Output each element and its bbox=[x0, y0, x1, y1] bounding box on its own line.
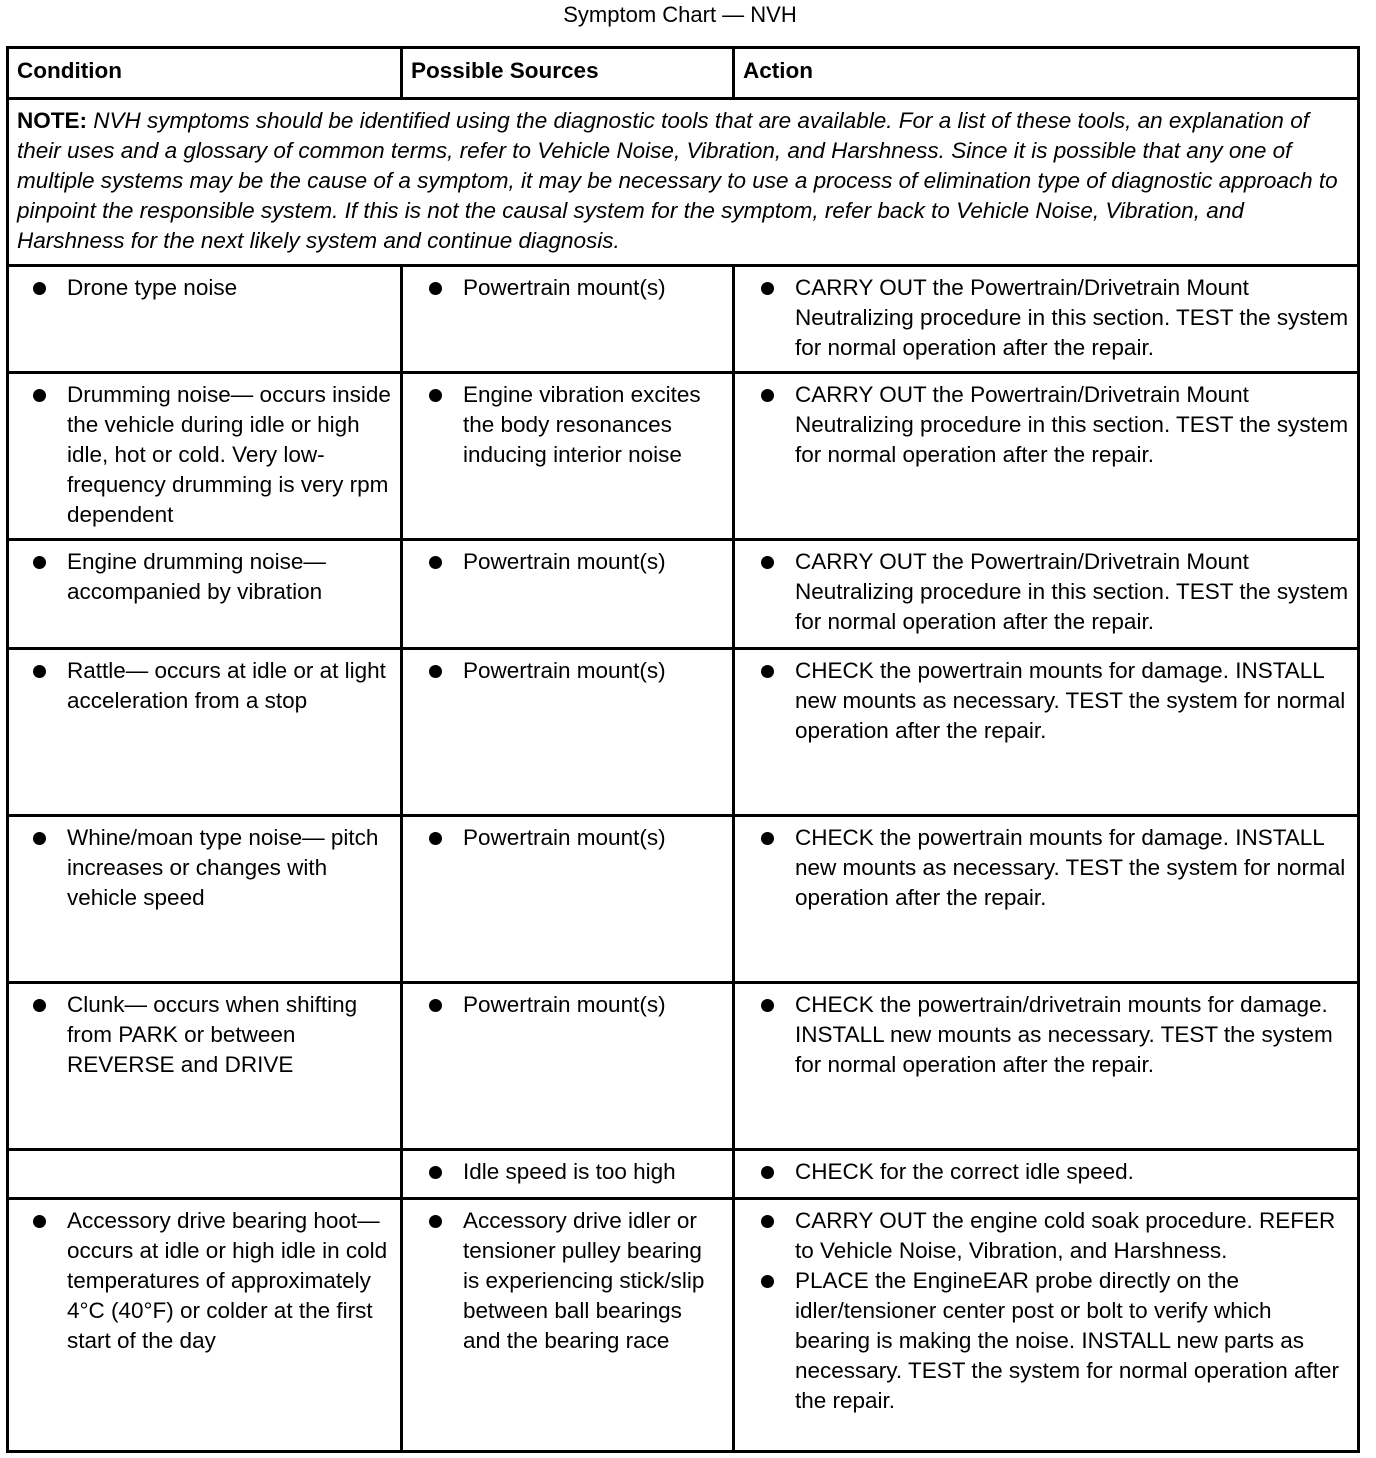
source-item: Powertrain mount(s) bbox=[411, 656, 724, 686]
condition-item: Drone type noise bbox=[17, 273, 392, 303]
table-row bbox=[8, 1150, 1359, 1199]
action-cell bbox=[734, 540, 1359, 649]
condition-cell bbox=[8, 373, 402, 540]
source-cell bbox=[402, 1199, 734, 1452]
header-action: Action bbox=[734, 48, 1359, 99]
source-item: Powertrain mount(s) bbox=[411, 547, 724, 577]
action-item: CHECK the powertrain mounts for damage. INSTALL new mounts as necessary. TEST the system for normal operation after the repair. bbox=[743, 656, 1349, 746]
source-item: Engine vibration excites the body resonances inducing interior noise bbox=[411, 380, 724, 470]
condition-cell-empty bbox=[8, 1150, 402, 1199]
note-text: NVH symptoms should be identified using the diagnostic tools that are available. For a list of these tools, an explanation of their uses and a glossary of common terms, refer to Vehicle Noise, Vibration, and Harshness. Since it is possible that any one of multiple systems may be the cause of a symptom, it may be necessary to use a process of elimination type of diagnostic approach to pinpoint the responsible system. If this is not the causal system for the symptom, refer back to Vehicle Noise, Vibration, and Harshness for the next likely system and continue diagnosis. bbox=[17, 108, 1338, 253]
source-cell bbox=[402, 649, 734, 816]
header-row bbox=[8, 48, 1359, 99]
source-item: Accessory drive idler or tensioner pulley bearing is experiencing stick/slip between ball bearings and the bearing race bbox=[411, 1206, 724, 1356]
source-cell bbox=[402, 373, 734, 540]
action-item: CHECK the powertrain mounts for damage. INSTALL new mounts as necessary. TEST the system for normal operation after the repair. bbox=[743, 823, 1349, 913]
note-row bbox=[8, 99, 1359, 266]
table-row bbox=[8, 266, 1359, 373]
action-item: CHECK for the correct idle speed. bbox=[743, 1157, 1349, 1187]
condition-cell bbox=[8, 266, 402, 373]
condition-item: Rattle— occurs at idle or at light acceleration from a stop bbox=[17, 656, 392, 716]
condition-item: Engine drumming noise— accompanied by vibration bbox=[17, 547, 392, 607]
source-item: Powertrain mount(s) bbox=[411, 823, 724, 853]
condition-cell bbox=[8, 1199, 402, 1452]
action-cell bbox=[734, 373, 1359, 540]
action-cell bbox=[734, 1199, 1359, 1452]
source-cell bbox=[402, 816, 734, 983]
source-cell bbox=[402, 540, 734, 649]
source-cell bbox=[402, 266, 734, 373]
note-label: NOTE: bbox=[17, 108, 87, 133]
condition-cell bbox=[8, 816, 402, 983]
source-cell bbox=[402, 983, 734, 1150]
source-item: Powertrain mount(s) bbox=[411, 990, 724, 1020]
action-item: CARRY OUT the Powertrain/Drivetrain Mount Neutralizing procedure in this section. TEST the system for normal operation after the repair. bbox=[743, 380, 1349, 470]
condition-cell bbox=[8, 649, 402, 816]
source-item: Powertrain mount(s) bbox=[411, 273, 724, 303]
action-item: PLACE the EngineEAR probe directly on the idler/tensioner center post or bolt to verify which bearing is making the noise. INSTALL new parts as necessary. TEST the system for normal operation after the repair. bbox=[743, 1266, 1349, 1416]
chart-title: Symptom Chart — NVH bbox=[563, 2, 797, 27]
header-possible-sources: Possible Sources bbox=[402, 48, 734, 99]
action-cell bbox=[734, 816, 1359, 983]
condition-cell bbox=[8, 540, 402, 649]
condition-item: Clunk— occurs when shifting from PARK or between REVERSE and DRIVE bbox=[17, 990, 392, 1080]
table-row bbox=[8, 816, 1359, 983]
source-cell bbox=[402, 1150, 734, 1199]
table-row bbox=[8, 983, 1359, 1150]
condition-item: Whine/moan type noise— pitch increases or changes with vehicle speed bbox=[17, 823, 392, 913]
table-row bbox=[8, 1199, 1359, 1452]
action-cell bbox=[734, 266, 1359, 373]
action-item: CHECK the powertrain/drivetrain mounts for damage. INSTALL new mounts as necessary. TEST the system for normal operation after the repair. bbox=[743, 990, 1349, 1080]
action-item: CARRY OUT the engine cold soak procedure. REFER to Vehicle Noise, Vibration, and Harshness. bbox=[743, 1206, 1349, 1266]
source-item: Idle speed is too high bbox=[411, 1157, 724, 1187]
table-row bbox=[8, 540, 1359, 649]
header-condition: Condition bbox=[8, 48, 402, 99]
condition-item: Accessory drive bearing hoot— occurs at idle or high idle in cold temperatures of approximately 4°C (40°F) or colder at the first start of the day bbox=[17, 1206, 392, 1356]
action-item: CARRY OUT the Powertrain/Drivetrain Mount Neutralizing procedure in this section. TEST the system for normal operation after the repair. bbox=[743, 273, 1349, 363]
action-item: CARRY OUT the Powertrain/Drivetrain Mount Neutralizing procedure in this section. TEST the system for normal operation after the repair. bbox=[743, 547, 1349, 637]
table-row bbox=[8, 373, 1359, 540]
note-cell bbox=[8, 99, 1359, 266]
action-cell bbox=[734, 649, 1359, 816]
condition-cell bbox=[8, 983, 402, 1150]
condition-item: Drumming noise— occurs inside the vehicle during idle or high idle, hot or cold. Very low-frequency drumming is very rpm dependent bbox=[17, 380, 392, 530]
action-cell bbox=[734, 1150, 1359, 1199]
symptom-chart-table bbox=[6, 46, 1360, 1453]
table-row bbox=[8, 649, 1359, 816]
action-cell bbox=[734, 983, 1359, 1150]
